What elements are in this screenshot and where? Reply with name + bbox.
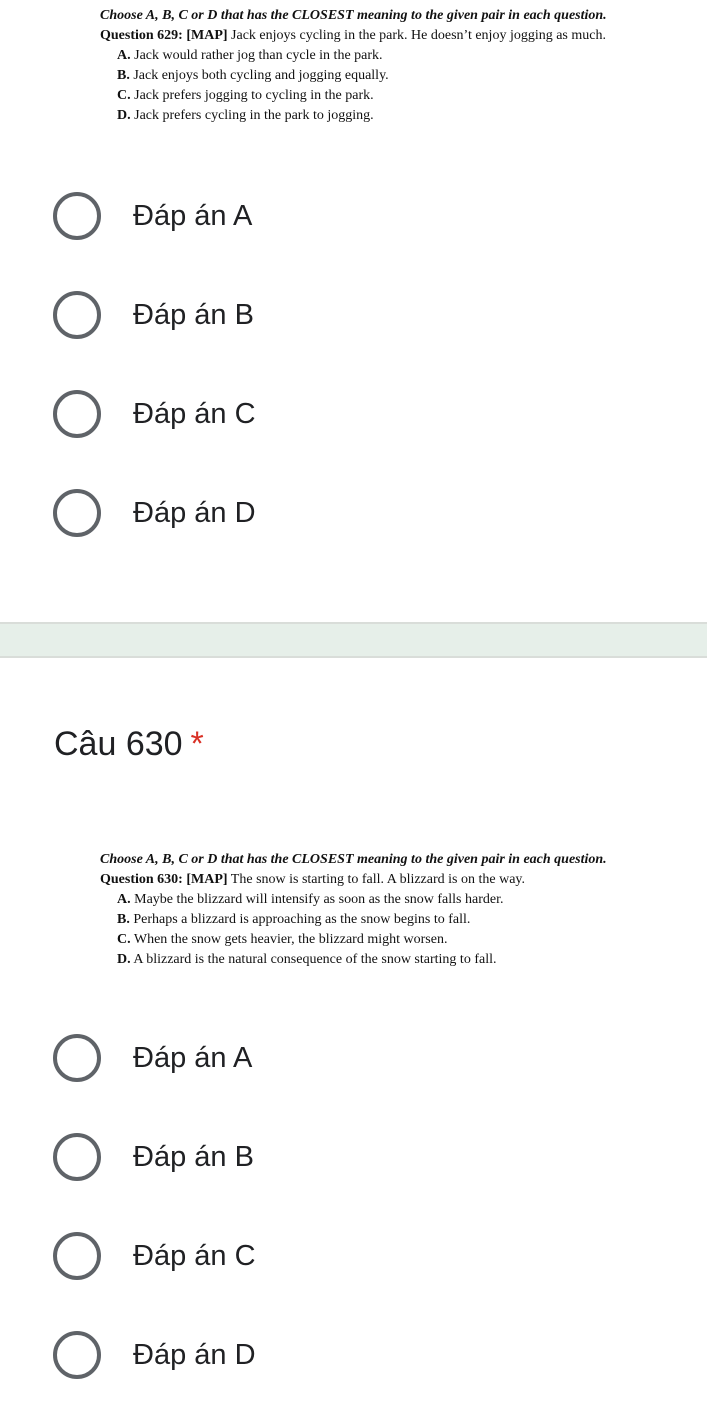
answer-option-b: [100, 910, 700, 930]
question-title-text: Câu 630: [54, 725, 183, 763]
question-stem: Jack enjoys cycling in the park. He doesn’t enjoy jogging as much.: [231, 28, 606, 43]
option-letter: B.: [117, 912, 130, 927]
option-letter: C.: [117, 88, 131, 103]
option-letter: C.: [117, 932, 131, 947]
answer-option-d: [100, 106, 700, 126]
question-number: Question 630:: [100, 872, 183, 887]
choice-label: Đáp án C: [133, 1239, 256, 1272]
option-text: Jack prefers cycling in the park to jogging.: [134, 108, 374, 123]
choice-c-radio-option[interactable]: [53, 1231, 256, 1281]
choice-label: Đáp án D: [133, 1338, 256, 1371]
option-text: Jack would rather jog than cycle in the park.: [134, 48, 383, 63]
answer-option-a: [100, 890, 700, 910]
option-letter: D.: [117, 952, 131, 967]
radio-button[interactable]: [53, 1232, 101, 1280]
option-letter: D.: [117, 108, 131, 123]
option-text: Jack enjoys both cycling and jogging equally.: [133, 68, 389, 83]
choice-label: Đáp án D: [133, 496, 256, 529]
question-stem: The snow is starting to fall. A blizzard is on the way.: [230, 872, 526, 887]
radio-button[interactable]: [53, 489, 101, 537]
option-text: Perhaps a blizzard is approaching as the snow begins to fall.: [133, 912, 471, 927]
choice-label: Đáp án C: [133, 397, 256, 430]
question-instruction: Choose A, B, C or D that has the CLOSEST meaning to the given pair in each question.: [100, 852, 607, 867]
choice-label: Đáp án A: [133, 199, 253, 232]
radio-button[interactable]: [53, 1034, 101, 1082]
choice-label: Đáp án A: [133, 1041, 253, 1074]
radio-button[interactable]: [53, 192, 101, 240]
choice-d-radio-option[interactable]: [53, 488, 256, 538]
question-stem-line: [100, 26, 700, 46]
answer-option-b: [100, 66, 700, 86]
choice-b-radio-option[interactable]: [53, 290, 254, 340]
option-text: When the snow gets heavier, the blizzard might worsen.: [133, 932, 448, 947]
choice-c-radio-option[interactable]: [53, 389, 256, 439]
answer-option-c: [100, 86, 700, 106]
answer-option-a: [100, 46, 700, 66]
question-630-image: [100, 850, 700, 970]
card-separator: [0, 622, 707, 658]
radio-button[interactable]: [53, 1331, 101, 1379]
question-tag: [MAP]: [186, 872, 228, 887]
choice-d-radio-option[interactable]: [53, 1330, 256, 1380]
choice-b-radio-option[interactable]: [53, 1132, 254, 1182]
option-letter: A.: [117, 48, 131, 63]
question-stem-line: [100, 870, 700, 890]
option-text: A blizzard is the natural consequence of the snow starting to fall.: [133, 952, 497, 967]
choice-a-radio-option[interactable]: [53, 191, 252, 241]
option-text: Maybe the blizzard will intensify as soon as the snow falls harder.: [134, 892, 504, 907]
answer-option-c: [100, 930, 700, 950]
question-tag: [MAP]: [186, 28, 228, 43]
question-629-image: [100, 6, 700, 126]
option-text: Jack prefers jogging to cycling in the park.: [134, 88, 374, 103]
question-instruction: Choose A, B, C or D that has the CLOSEST meaning to the given pair in each question.: [100, 8, 607, 23]
choice-a-radio-option[interactable]: [53, 1033, 252, 1083]
option-letter: B.: [117, 68, 130, 83]
question-title: [54, 725, 204, 764]
answer-option-d: [100, 950, 700, 970]
choice-label: Đáp án B: [133, 298, 254, 331]
question-number: Question 629:: [100, 28, 183, 43]
radio-button[interactable]: [53, 291, 101, 339]
radio-button[interactable]: [53, 1133, 101, 1181]
radio-button[interactable]: [53, 390, 101, 438]
choice-label: Đáp án B: [133, 1140, 254, 1173]
option-letter: A.: [117, 892, 131, 907]
required-asterisk: *: [190, 725, 204, 763]
